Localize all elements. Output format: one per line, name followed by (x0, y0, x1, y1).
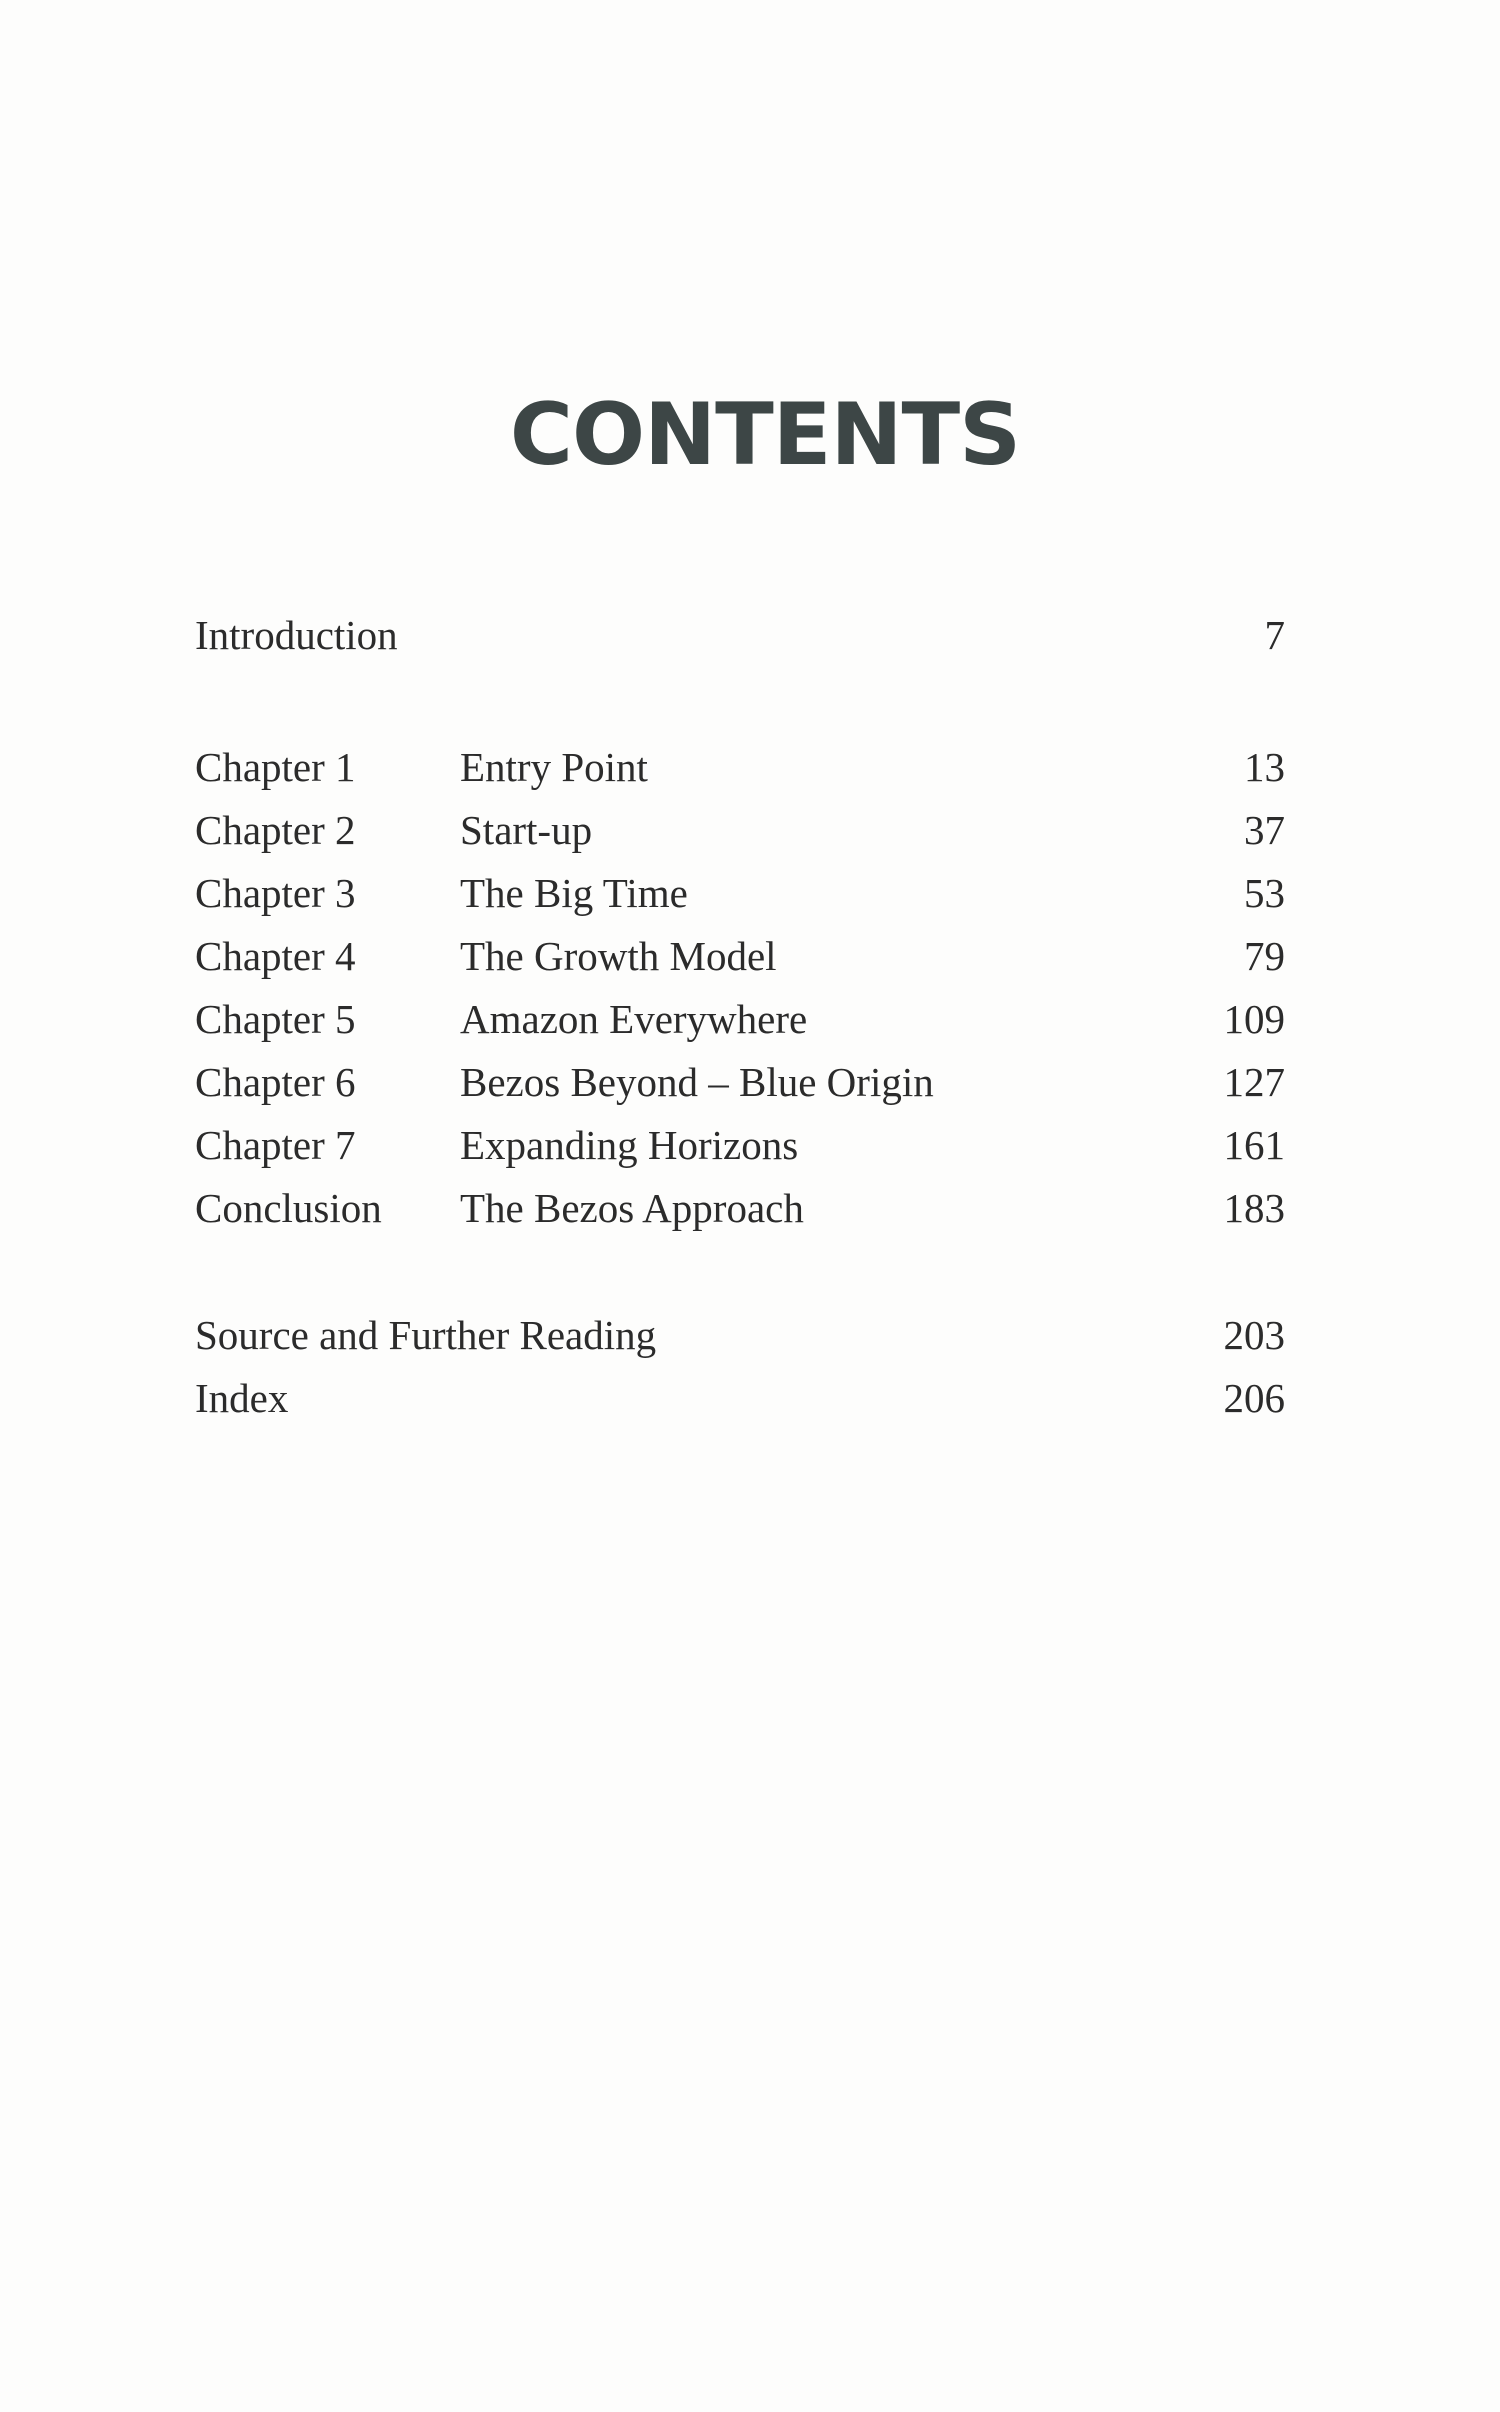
chapter-label: Chapter 7 (195, 1122, 356, 1168)
chapter-label: Chapter 5 (195, 996, 356, 1042)
toc-page-number: 183 (1223, 1185, 1285, 1231)
toc-entry-chapter-3 (195, 862, 1285, 925)
toc-page-number: 13 (1244, 744, 1285, 790)
section-spacer (195, 675, 1285, 736)
toc-entry-sources (195, 1304, 1285, 1367)
toc-entry-index (195, 1367, 1285, 1430)
toc-page-number: 79 (1244, 933, 1285, 979)
toc-page-number: 206 (1223, 1375, 1285, 1421)
toc-page-number: 109 (1223, 996, 1285, 1042)
chapter-title: Start-up (460, 807, 593, 853)
toc-entry-chapter-1 (195, 736, 1285, 799)
toc-page-number: 203 (1223, 1312, 1285, 1358)
toc-page-number: 7 (1264, 612, 1285, 658)
chapter-label: Chapter 6 (195, 1059, 356, 1105)
chapter-title: Amazon Everywhere (460, 996, 808, 1042)
chapter-title: Entry Point (460, 744, 648, 790)
toc-entry-conclusion (195, 1177, 1285, 1240)
chapter-label: Conclusion (195, 1185, 382, 1231)
table-of-contents (195, 595, 1285, 1430)
chapter-title: Expanding Horizons (460, 1122, 799, 1168)
toc-entry-label: Index (195, 1375, 289, 1421)
section-spacer (195, 1240, 1285, 1304)
chapter-title: The Growth Model (460, 933, 777, 979)
toc-entry-label: Introduction (195, 612, 398, 658)
chapter-label: Chapter 3 (195, 870, 356, 916)
chapter-title: The Bezos Approach (460, 1185, 804, 1231)
chapter-title: Bezos Beyond – Blue Origin (460, 1059, 934, 1105)
toc-entry-chapter-6 (195, 1051, 1285, 1114)
chapter-label: Chapter 1 (195, 744, 356, 790)
toc-page-number: 127 (1223, 1059, 1285, 1105)
toc-page-number: 37 (1244, 807, 1285, 853)
toc-entry-label: Source and Further Reading (195, 1312, 657, 1358)
toc-entry-chapter-2 (195, 799, 1285, 862)
chapter-label: Chapter 2 (195, 807, 356, 853)
toc-page-number: 161 (1223, 1122, 1285, 1168)
toc-entry-chapter-4 (195, 925, 1285, 988)
toc-entry-chapter-7 (195, 1114, 1285, 1177)
chapter-title: The Big Time (460, 870, 688, 916)
toc-entry-introduction (195, 595, 1285, 675)
toc-page-number: 53 (1244, 870, 1285, 916)
chapter-label: Chapter 4 (195, 933, 356, 979)
contents-heading: CONTENTS (509, 385, 1021, 485)
toc-entry-chapter-5 (195, 988, 1285, 1051)
